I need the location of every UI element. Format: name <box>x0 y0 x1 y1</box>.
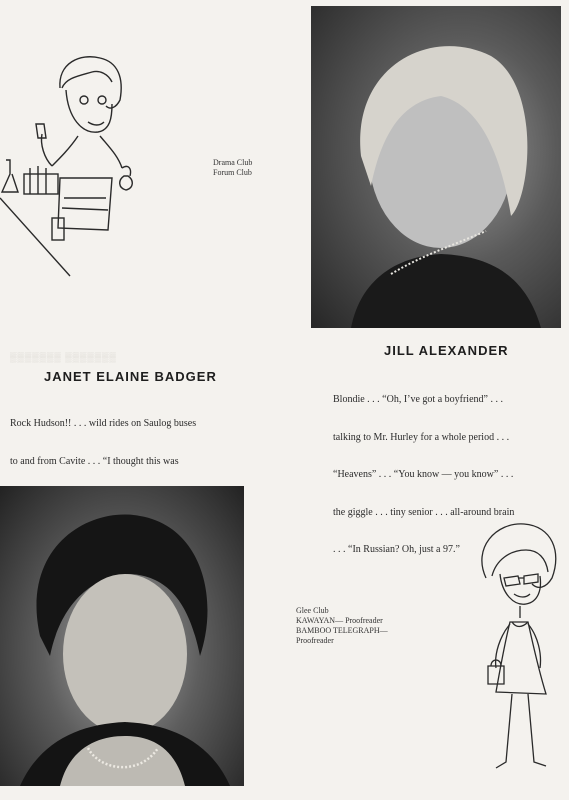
bio-line: Blondie . . . “Oh, I’ve got a boyfriend” . . . <box>333 394 503 405</box>
activity-item: BAMBOO TELEGRAPH— <box>296 626 388 635</box>
activity-item: Proofreader <box>296 636 334 645</box>
student-name-jill: JILL ALEXANDER <box>384 343 509 358</box>
bio-line: talking to Mr. Hurley for a whole period . . . <box>333 431 510 443</box>
portrait-silhouette-jill <box>311 6 561 328</box>
bio-line: to and from Cavite . . . “I thought this was <box>10 455 179 467</box>
activity-item: KAWAYAN— Proofreader <box>296 616 383 625</box>
activities-list-left <box>213 158 252 178</box>
activity-item: Drama Club <box>213 158 253 167</box>
activity-item: Glee Club <box>296 606 329 615</box>
portrait-photo-janet-elaine-badger <box>0 486 244 786</box>
student-name-janet: JANET ELAINE BADGER <box>44 369 217 384</box>
show-through-text: ▒▒▒▒▒▒▒ ▒▒▒▒▒▒▒ <box>10 352 117 362</box>
caricature-girl-with-purse <box>466 518 566 786</box>
activity-item: Forum Club <box>213 168 252 177</box>
activities-list-right <box>296 606 388 646</box>
portrait-silhouette-janet <box>0 486 244 786</box>
bio-line: Rock Hudson!! . . . wild rides on Saulog buses <box>10 418 197 429</box>
portrait-photo-jill-alexander <box>311 6 561 328</box>
bio-line: “Heavens” . . . “You know — you know” . . . <box>333 469 514 480</box>
bio-line: . . . “In Russian? Oh, just a 97.” <box>333 544 460 555</box>
caricature-chemistry-girl <box>0 48 150 278</box>
bio-line: the giggle . . . tiny senior . . . all-around brain <box>333 506 515 518</box>
